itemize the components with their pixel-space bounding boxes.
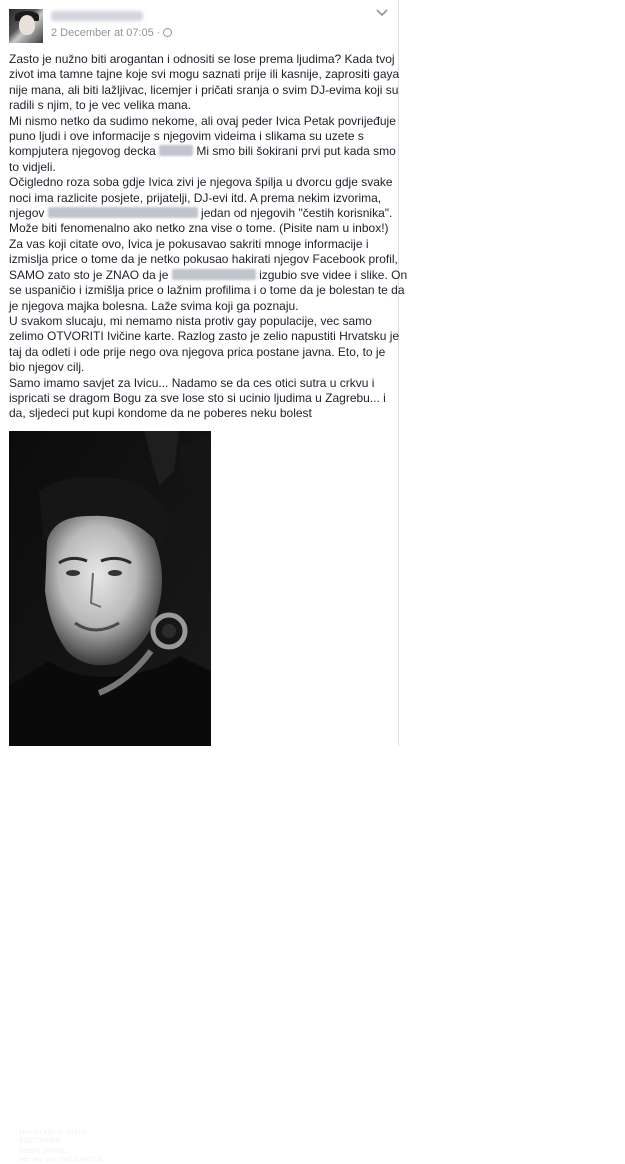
post-text-segment: Mi nismo netko da sudimo nekome, ali ovaj peder Ivica Petak povrijeđuje (9, 113, 396, 128)
post-text-line (9, 391, 394, 406)
post-text-line (9, 237, 394, 252)
portrait-image (9, 431, 211, 746)
post-text-line (9, 314, 394, 329)
post-text-segment: taj da odleti i ode prije nego ova njegova prica postane javna. Eto, to je (9, 344, 386, 359)
post-text-segment: Može biti fenomenalno ako netko zna vise o tome. (Pisite nam u inbox!) (9, 221, 389, 236)
post-text-line (9, 206, 394, 221)
post-text-segment: nije mana, ali biti lažljivac, licemjer i pričati sranja o svim DJ-evima koji su (9, 82, 399, 97)
post-text-line (9, 252, 398, 267)
post-body-text (9, 52, 408, 422)
post-text-line (9, 406, 394, 421)
post-text-segment: jedan od njegovih "čestih korisnika". (197, 206, 393, 221)
photo-caption (19, 1127, 103, 1164)
post-text-segment: zivot ima tamne tajne koje svi mogu saznati prije ili kasnije, zaprositi gaya (9, 67, 400, 82)
post-text-line (9, 67, 400, 82)
post-text-segment: Samo imamo savjet za Ivicu... Nadamo se da ces otici sutra u crkvu i (9, 375, 375, 390)
post-text-segment: se uspaničio i izmišlja price o lažnim profilima i o tome da je bolestan te da (9, 283, 405, 298)
timestamp-separator: · (156, 27, 161, 39)
post-text-segment: njegov (9, 206, 48, 221)
post-text-line (9, 82, 399, 98)
post-text-segment: da, sljedeci put kupi kondome da ne poberes neku bolest (9, 406, 312, 421)
post-text-line (9, 267, 408, 283)
post-text-segment: radili s njim, to je vec velika mana. (9, 98, 192, 113)
author-name-redacted[interactable] (51, 11, 143, 21)
post-text-line (9, 376, 394, 391)
post-text-line (9, 221, 394, 236)
post-text-line (9, 52, 394, 67)
post-text-line (9, 191, 394, 206)
post-text-segment: izmislja price o tome da je netko pokusao hakirati njegov Facebook profil, (9, 252, 398, 267)
privacy-globe-icon[interactable] (163, 28, 172, 37)
post-text-line (9, 345, 394, 360)
post-text-line (9, 175, 394, 190)
post-text-segment: bio njegov cilj. (9, 360, 85, 375)
caption-line: etc etc etc IVICA PETAK (19, 1154, 104, 1164)
post-text-segment: puno ljudi i ove informacije s njegovim videima i slikama su uzete s (9, 129, 364, 144)
post-text-segment: kompjutera njegovog decka (9, 144, 160, 159)
post-text-line (9, 98, 394, 113)
post-photo[interactable] (9, 431, 211, 1164)
post-text-segment: izgubio sve videe i slike. On (255, 267, 408, 282)
post-text-line (9, 144, 394, 159)
chevron-down-icon[interactable] (376, 8, 390, 18)
redacted-name (48, 207, 198, 218)
caption-line: EGOTRIPER (19, 1136, 61, 1146)
post-text-segment: Očigledno roza soba gdje Ivica zivi je njegova špilja u dvorcu gdje svake (9, 175, 393, 190)
post-text-line (9, 329, 400, 344)
post-timestamp[interactable] (51, 27, 172, 39)
post-text-segment: to vidjeli. (9, 159, 56, 174)
post-text-segment: Za vas koji citate ovo, Ivica je pokusavao sakriti mnoge informacije i (9, 236, 369, 251)
post-text-segment: Zasto je nužno biti arogantan i odnositi se lose prema ljudima? Kada tvoj (9, 52, 395, 66)
author-avatar[interactable] (9, 9, 43, 43)
redacted-name (159, 145, 193, 156)
post-text-line (9, 360, 394, 375)
post-text-segment: Mi smo bili šokirani prvi put kada smo (193, 144, 396, 159)
post-text-segment: je njegova majka bolesna. Laže svima koji ga poznaju. (9, 298, 299, 313)
redacted-name (172, 269, 256, 280)
post-text-segment: ispricati se dragom Bogu za sve lose sto si ucinio ljudima u Zagrebu... i (9, 390, 386, 405)
post-text-line (9, 283, 405, 298)
timestamp-text[interactable]: 2 December at 07:05 (51, 27, 154, 39)
post-text-segment: noci ima razlicite posjete, prijatelji, DJ-evi itd. A prema nekim izvorima, (9, 190, 382, 205)
caption-line: Matko Jelavic (19, 1145, 67, 1155)
post-text-line (9, 299, 394, 314)
post-text-line (9, 160, 394, 175)
post-text-segment: zelimo OTVORITI Ivičine karte. Razlog zasto je zelio napustiti Hrvatsku je (9, 329, 400, 344)
post-text-segment: U svakom slucaju, mi nemamo nista protiv gay populacije, vec samo (9, 313, 372, 328)
post-text-line (9, 129, 394, 144)
post-text-line (9, 114, 394, 129)
caption-line: Hasan Fikret Oršuš (19, 1127, 87, 1136)
post-text-segment: SAMO zato sto je ZNAO da je (9, 267, 172, 282)
